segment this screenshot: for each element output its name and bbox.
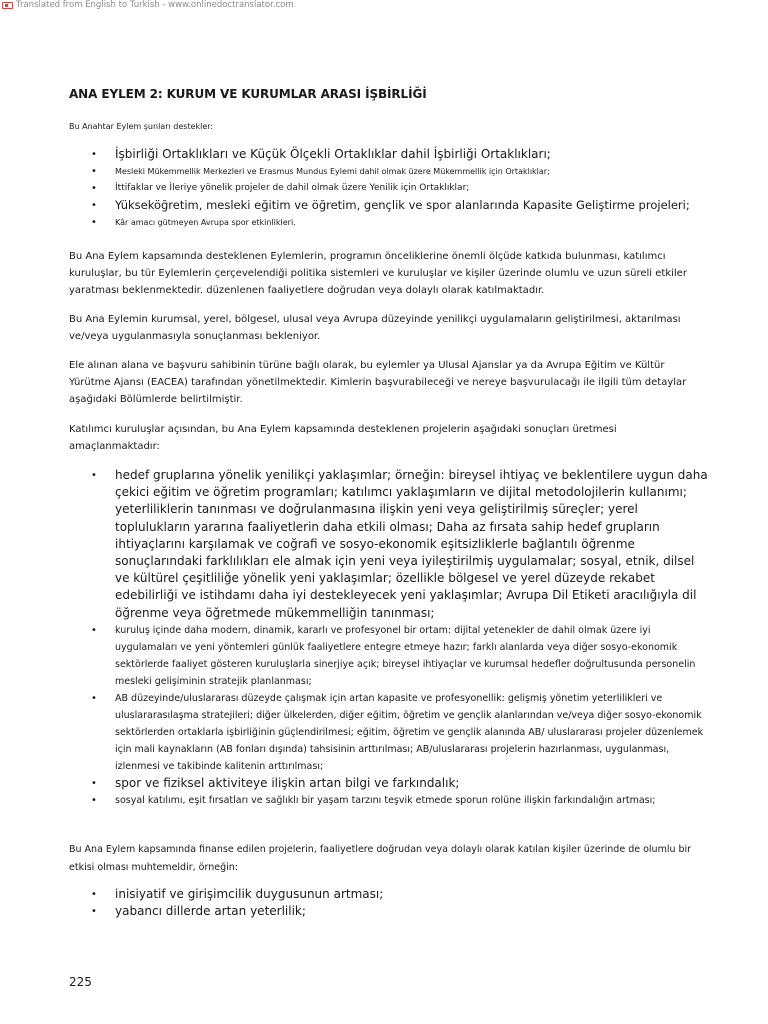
bullet-icon: • — [91, 217, 97, 228]
list-item: • İttifaklar ve İleriye yönelik projeler de dahil olmak üzere Yenilik için Ortaklıklar; — [69, 180, 709, 197]
page-number: 225 — [69, 975, 92, 989]
bullet-icon: • — [91, 183, 97, 194]
bullet-icon: • — [91, 889, 97, 900]
list-item: • Mesleki Mükemmellik Merkezleri ve Erasmus Mundus Eylemi dahil olmak üzere Mükemmellik için Ortaklıklar; — [69, 163, 709, 180]
paragraph: Bu Ana Eylemin kurumsal, yerel, bölgesel, ulusal veya Avrupa düzeyinde yenilikçi uygulamaların geliştirilmesi, aktarılması ve/veya uygulanmasıyla sonuçlanması bekleniyor. — [69, 314, 681, 342]
list-item: • Kâr amacı gütmeyen Avrupa spor etkinlikleri. — [69, 214, 709, 231]
action-list — [69, 146, 709, 231]
intro-text: Bu Anahtar Eylem şunları destekler: — [69, 122, 214, 131]
paragraph: Katılımcı kuruluşlar açısından, bu Ana Eylem kapsamında desteklenen projelerin aşağıdaki sonuçları üretmesi amaçlanmaktadır: — [69, 424, 617, 452]
bullet-icon: • — [91, 149, 97, 160]
bullet-icon: • — [91, 470, 97, 481]
list-item: • spor ve fiziksel aktiviteye ilişkin artan bilgi ve farkındalık; — [91, 775, 460, 790]
paragraph: Bu Ana Eylem kapsamında finanse edilen projelerin, faaliyetlere doğrudan veya dolaylı olarak katılan kişiler üzerinde de olumlu bir etkisi olması muhtemeldir, örneğin: — [69, 844, 692, 873]
bullet-icon: • — [91, 794, 97, 806]
translator-banner-text: Translated from English to Turkish - www.onlinedoctranslator.com — [16, 0, 294, 10]
list-item: • İşbirliği Ortaklıkları ve Küçük Ölçekli Ortaklıklar dahil İşbirliği Ortaklıkları; — [91, 147, 551, 161]
list-item: • Yükseköğretim, mesleki eğitim ve öğretim, gençlik ve spor alanlarında Kapasite Geliştirme projeleri; — [91, 198, 690, 212]
bullet-icon: • — [91, 777, 97, 789]
list-item: • inisiyatif ve girişimcilik duygusunun artması; — [91, 887, 384, 901]
translator-logo-icon — [2, 2, 13, 9]
bullet-icon: • — [91, 906, 97, 917]
bullet-icon: • — [91, 200, 97, 211]
list-item: • yabancı dillerde artan yeterlilik; — [91, 904, 306, 918]
bullet-icon: • — [91, 692, 97, 704]
outcome-list — [69, 467, 709, 809]
paragraph: Ele alınan alana ve başvuru sahibinin türüne bağlı olarak, bu eylemler ya Ulusal Ajanslar ya da Avrupa Eğitim ve Kültür Yürütme Ajansı (EACEA) tarafından yönetilmektedir. Kimlerin başvurabileceği ve nereye başvurulacağı ile ilgili tüm detaylar aşağıdaki Bölümlerde belirtilmiştir. — [69, 360, 687, 405]
paragraph: Bu Ana Eylem kapsamında desteklenen Eylemlerin, programın önceliklerine önemli ölçüde katkıda bulunması, katılımcı kuruluşlar, bu tür Eylemlerin çerçevelendiği politika sistemleri ve kuruluşlar ve kişiler üzerinde olumlu ve uzun süreli etkiler yaratması beklenmektedir. düzenlenen faaliyetlere doğrudan veya dolaylı olarak katılmaktadır. — [69, 251, 687, 296]
list-item: • hedef gruplarına yönelik yenilikçi yaklaşımlar; örneğin: bireysel ihtiyaç ve beklentilere uygun daha çekici eğitim ve öğretim programları; katılımcı yaklaşımların ve dijital metodolojilerin kullanımı; yeterliliklerin tanınması ve doğrulanmasına ilişkin yeni veya geliştirilmiş süreçler; yerel toplulukların yararına faaliyetlerin daha etkili olması; Daha az fırsata sahip hedef grupların ihtiyaçlarını karşılamak ve coğrafi ve sosyo-ekonomik eşitsizliklerle bağlantılı öğrenme sonuçlarındaki farklılıkları ele almak için yeni veya iyileştirilmiş uygulamalar; sosyal, etnik, dilsel ve kültürel çeşitliliğe yönelik yeni yaklaşımlar; özellikle bölgesel ve yerel düzeyde rekabet edebilirliği ve istihdamı daha iyi destekleyecek yeni yaklaşımlar; Avrupa Dil Etiketi aracılığıyla dil öğrenme veya öğretmede mükemmelliğin tanınması; — [91, 468, 708, 620]
list-item: • AB düzeyinde/uluslararası düzeyde çalışmak için artan kapasite ve profesyonellik: gelişmiş yönetim yeterlilikleri ve uluslararasılaşma stratejileri; diğer ülkelerden, diğer eğitim, öğretim ve gençlik alanlarından ve/veya diğer sosyo-ekonomik sektörlerden ortaklarla işbirliğinin güçlendirilmesi; eğitim, öğretim ve gençlik alanında AB/ uluslararası projeler düzenlemek için mali kaynakların (AB fonları dışında) tahsisinin arttırılması; AB/uluslararası projelerin hazırlanması, uygulanması, izlenmesi ve takibinde kalitenin arttırılması; — [69, 690, 709, 775]
effect-list — [69, 886, 709, 920]
bullet-icon: • — [91, 166, 97, 177]
section-heading: ANA EYLEM 2: KURUM VE KURUMLAR ARASI İŞBİRLİĞİ — [69, 87, 427, 101]
list-item: • sosyal katılımı, eşit fırsatları ve sağlıklı bir yaşam tarzını teşvik etmede sporun rolüne ilişkin farkındalığın artması; — [69, 792, 709, 809]
bullet-icon: • — [91, 624, 97, 636]
list-item: • kuruluş içinde daha modern, dinamik, kararlı ve profesyonel bir ortam: dijital yetenekler de dahil olmak üzere iyi uygulamaları ve yeni yöntemleri günlük faaliyetlere entegre etmeye hazır; farklı alanlarda veya diğer sosyo-ekonomik sektörlerde faaliyet gösteren kuruluşlarla sinerjiye açık; bireysel ihtiyaçlar ve kurumsal hedefler doğrultusunda personelin mesleki gelişiminin stratejik planlanması; — [69, 622, 709, 690]
translator-banner[interactable] — [2, 0, 294, 10]
